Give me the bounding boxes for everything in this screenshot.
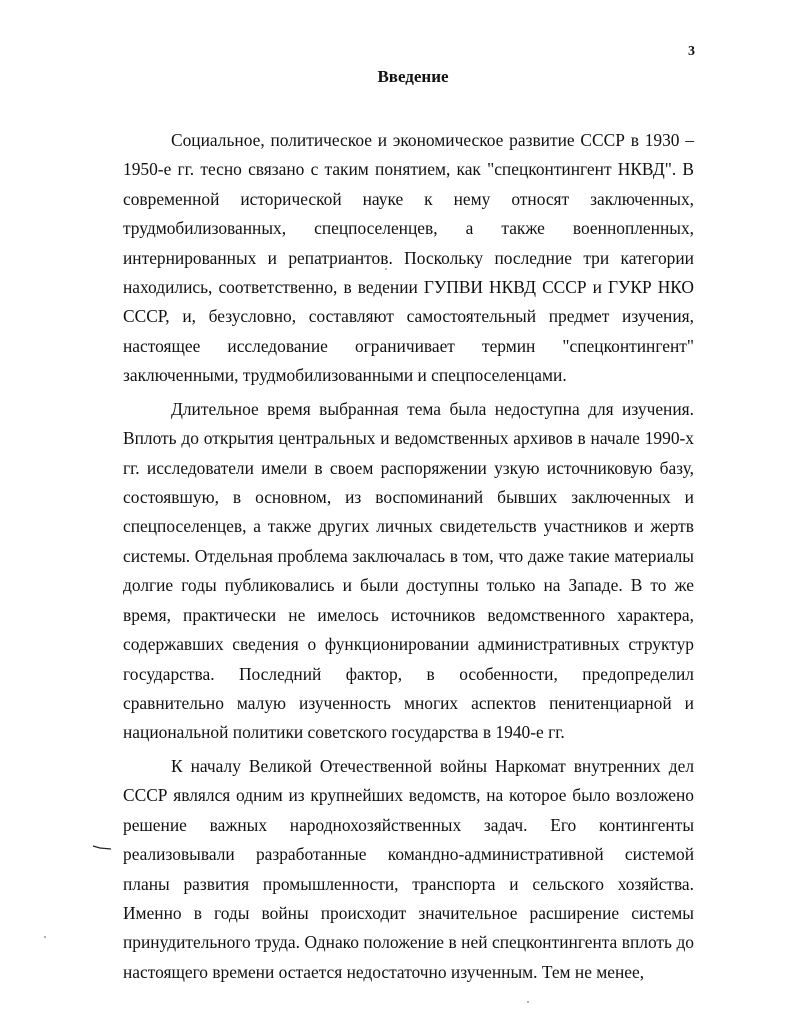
- scan-speck: [385, 268, 387, 270]
- pen-mark: [92, 843, 112, 851]
- scan-speck: [44, 936, 46, 938]
- page-number: 3: [688, 44, 695, 59]
- body-text: [123, 126, 694, 991]
- page-title: Введение: [377, 67, 449, 86]
- paragraph: К началу Великой Отечественной войны Наркомат внутренних дел СССР являлся одним из крупнейших ведомств, на которое было возложено решение важных народнохозяйственных задач. Его контингенты реализовывали разработанные командно-административной системой планы развития промышленности, транспорта и сельского хозяйства. Именно в годы войны происходит значительное расширение системы принудительного труда. Однако положение в ней спецконтингента вплоть до настоящего времени остается недостаточно изученным. Тем не менее,: [123, 755, 694, 982]
- paragraph: Длительное время выбранная тема была недоступна для изучения. Вплоть до открытия центральных и ведомственных архивов в начале 1990-х гг. исследователи имели в своем распоряжении узкую источниковую базу, состоявшую, в основном, из воспоминаний бывших заключенных и спецпоселенцев, а также других личных свидетельств участников и жертв системы. Отдельная проблема заключалась в том, что даже такие материалы долгие годы публиковались и были доступны только на Западе. В то же время, практически не имелось источников ведомственного характера, содержавших сведения о функционировании административных структур государства. Последний фактор, в особенности, предопределил сравнительно малую изученность многих аспектов пенитенциарной и национальной политики советского государства в 1940-е гг.: [123, 398, 694, 743]
- paragraph: Социальное, политическое и экономическое развитие СССР в 1930 – 1950-е гг. тесно связано с таким понятием, как "спецконтингент НКВД". В современной исторической науке к нему относят заключенных, трудмобилизованных, спецпоселенцев, а также военнопленных, интернированных и репатриантов. Поскольку последние три категории находились, соответственно, в ведении ГУПВИ НКВД СССР и ГУКР НКО СССР, и, безусловно, составляют самостоятельный предмет изучения, настоящее исследование ограничивает термин "спецконтингент" заключенными, трудмобилизованными и спецпоселенцами.: [123, 130, 694, 386]
- scan-speck: [527, 1001, 529, 1003]
